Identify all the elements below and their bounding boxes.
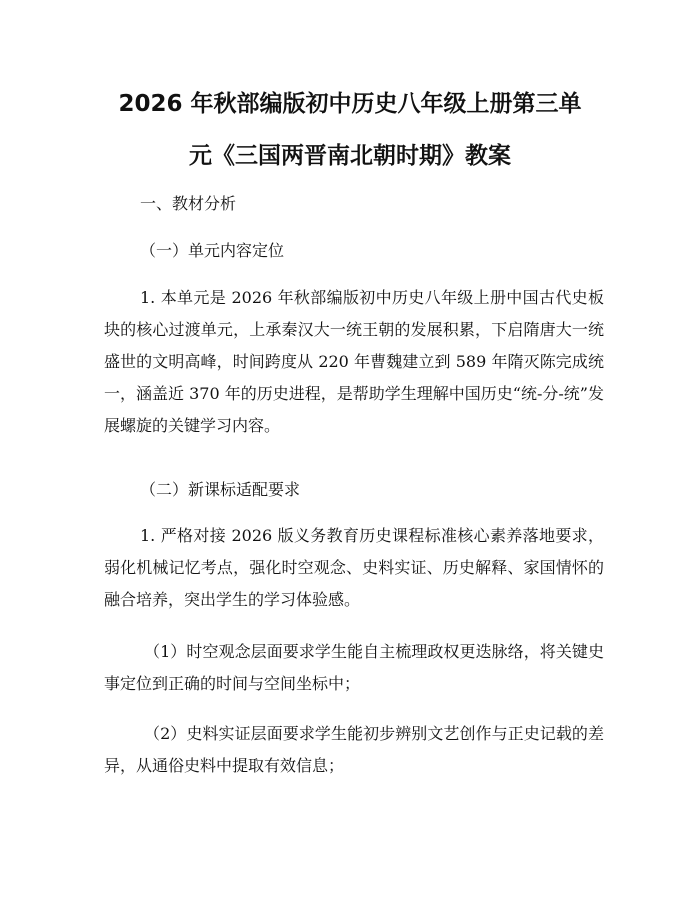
- document-title-line-2: 元《三国两晋南北朝时期》教案: [189, 143, 511, 169]
- paragraph-unit-positioning: 1. 本单元是 2026 年秋部编版初中历史八年级上册中国古代史板块的核心过渡单元，上承秦汉大一统王朝的发展积累，下启隋唐大一统盛世的文明高峰，时间跨度从 220 年曹魏建立到 589 年隋灭陈完成统一，涵盖近 370 年的历史进程，是帮助学生理解中国历史“统-分-统”发展螺旋的关键学习内容。: [104, 288, 604, 435]
- paragraph-spatiotemporal-concept: （1）时空观念层面要求学生能自主梳理政权更迭脉络，将关键史事定位到正确的时间与空间坐标中；: [104, 642, 604, 693]
- paragraph-historical-evidence: （2）史料实证层面要求学生能初步辨别文艺创作与正史记载的差异，从通俗史料中提取有效信息；: [104, 724, 604, 775]
- section-heading-textbook-analysis: 一、教材分析: [140, 194, 237, 213]
- paragraph-curriculum-requirements: 1. 严格对接 2026 版义务教育历史课程标准核心素养落地要求，弱化机械记忆考点，强化时空观念、史料实证、历史解释、家国情怀的融合培养，突出学生的学习体验感。: [104, 526, 604, 609]
- subheading-curriculum-requirements: （二）新课标适配要求: [140, 480, 301, 499]
- document-title-line-1: 2026 年秋部编版初中历史八年级上册第三单: [118, 91, 582, 117]
- subheading-unit-positioning: （一）单元内容定位: [140, 241, 285, 260]
